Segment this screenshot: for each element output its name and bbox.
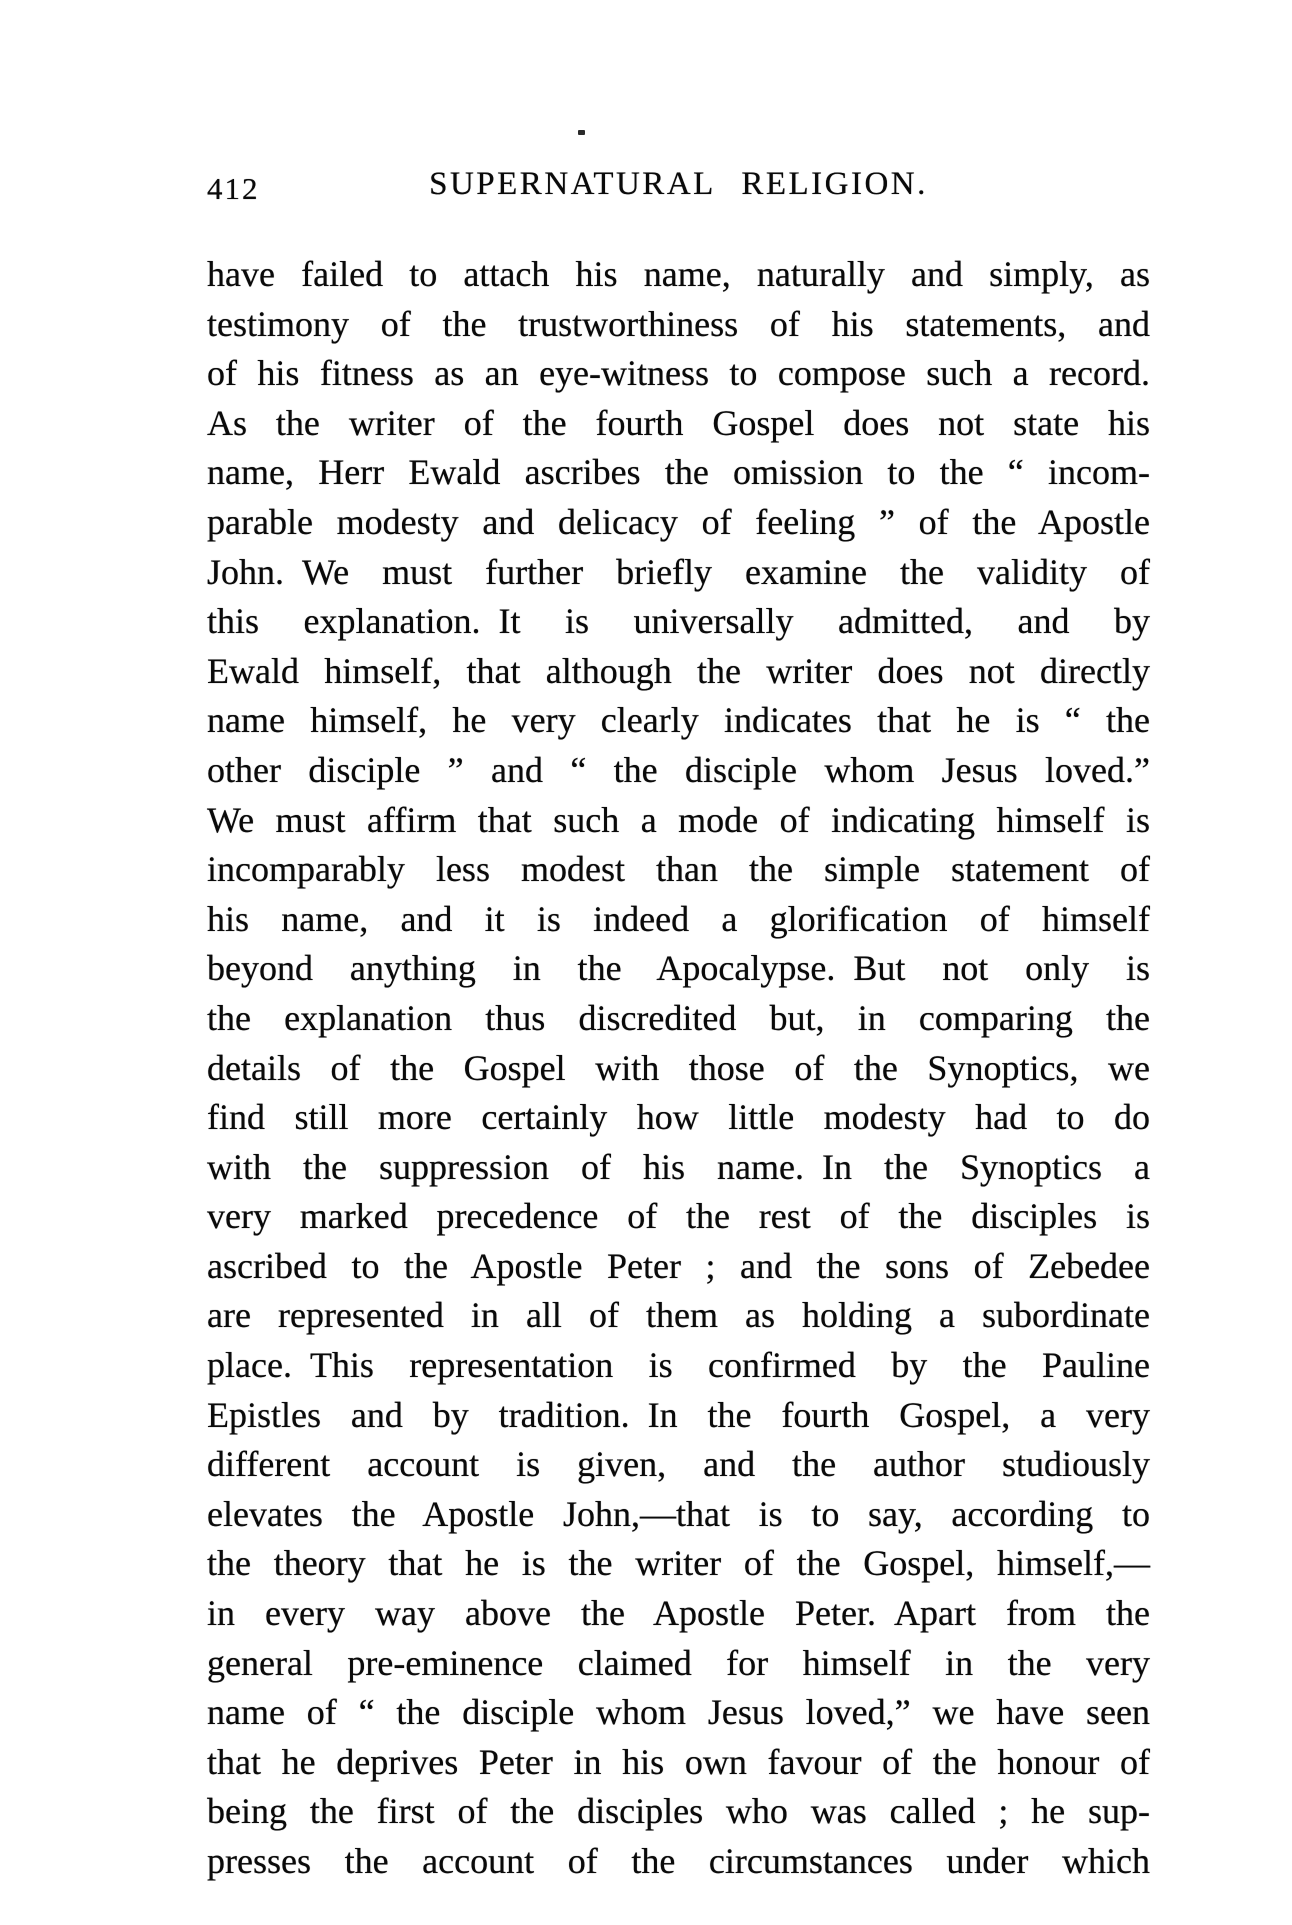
running-title: SUPERNATURAL RELIGION. bbox=[429, 166, 928, 202]
text-line: have failed to attach his name, naturally and simply, as bbox=[207, 254, 1150, 294]
text-line: elevates the Apostle John,—that is to say, according to bbox=[207, 1493, 1150, 1534]
text-line: ascribed to the Apostle Peter ; and the sons of Zebedee bbox=[207, 1245, 1150, 1286]
page-number: 412 bbox=[207, 171, 260, 206]
text-line: name, Herr Ewald ascribes the omission to the “ incom- bbox=[207, 452, 1150, 493]
text-line: parable modesty and delicacy of feeling ” of the Apostle bbox=[207, 501, 1150, 542]
text-line: We must affirm that such a mode of indicating himself is bbox=[207, 799, 1150, 840]
text-line: Epistles and by tradition. In the fourth Gospel, a very bbox=[207, 1394, 1150, 1435]
text-line: that he deprives Peter in his own favour of the honour of bbox=[207, 1741, 1150, 1782]
text-line: find still more certainly how little modesty had to do bbox=[207, 1097, 1150, 1138]
text-line: the explanation thus discredited but, in comparing the bbox=[207, 997, 1150, 1038]
text-line: different account is given, and the author studiously bbox=[207, 1444, 1150, 1485]
text-line: being the first of the disciples who was called ; he sup- bbox=[207, 1791, 1150, 1832]
text-line: Ewald himself, that although the writer does not directly bbox=[207, 650, 1150, 691]
page-header bbox=[207, 166, 1150, 210]
body-text bbox=[207, 250, 1150, 1887]
text-line: name of “ the disciple whom Jesus loved,” we have seen bbox=[207, 1692, 1150, 1733]
text-line: John. We must further briefly examine the validity of bbox=[207, 551, 1150, 592]
text-line: presses the account of the circumstances under which bbox=[207, 1841, 1150, 1881]
text-line: As the writer of the fourth Gospel does not state his bbox=[207, 402, 1150, 443]
ink-speck bbox=[578, 130, 585, 135]
text-line: beyond anything in the Apocalypse. But not only is bbox=[207, 948, 1150, 989]
text-line: details of the Gospel with those of the Synoptics, we bbox=[207, 1047, 1150, 1088]
text-line: other disciple ” and “ the disciple whom Jesus loved.” bbox=[207, 749, 1150, 790]
text-line: name himself, he very clearly indicates that he is “ the bbox=[207, 700, 1150, 741]
text-line: testimony of the trustworthiness of his statements, and bbox=[207, 303, 1150, 344]
text-line: incomparably less modest than the simple statement of bbox=[207, 849, 1150, 890]
text-line: in every way above the Apostle Peter. Apart from the bbox=[207, 1593, 1150, 1634]
text-line: general pre-eminence claimed for himself in the very bbox=[207, 1642, 1150, 1683]
text-line: the theory that he is the writer of the Gospel, himself,— bbox=[207, 1543, 1150, 1584]
text-line: this explanation. It is universally admitted, and by bbox=[207, 601, 1150, 642]
text-line: are represented in all of them as holding a subordinate bbox=[207, 1295, 1150, 1336]
text-line: of his fitness as an eye-witness to compose such a record. bbox=[207, 353, 1150, 394]
text-line: very marked precedence of the rest of the disciples is bbox=[207, 1196, 1150, 1237]
text-line: his name, and it is indeed a glorification of himself bbox=[207, 898, 1150, 939]
text-line: place. This representation is confirmed by the Pauline bbox=[207, 1345, 1150, 1386]
text-line: with the suppression of his name. In the Synoptics a bbox=[207, 1146, 1150, 1187]
